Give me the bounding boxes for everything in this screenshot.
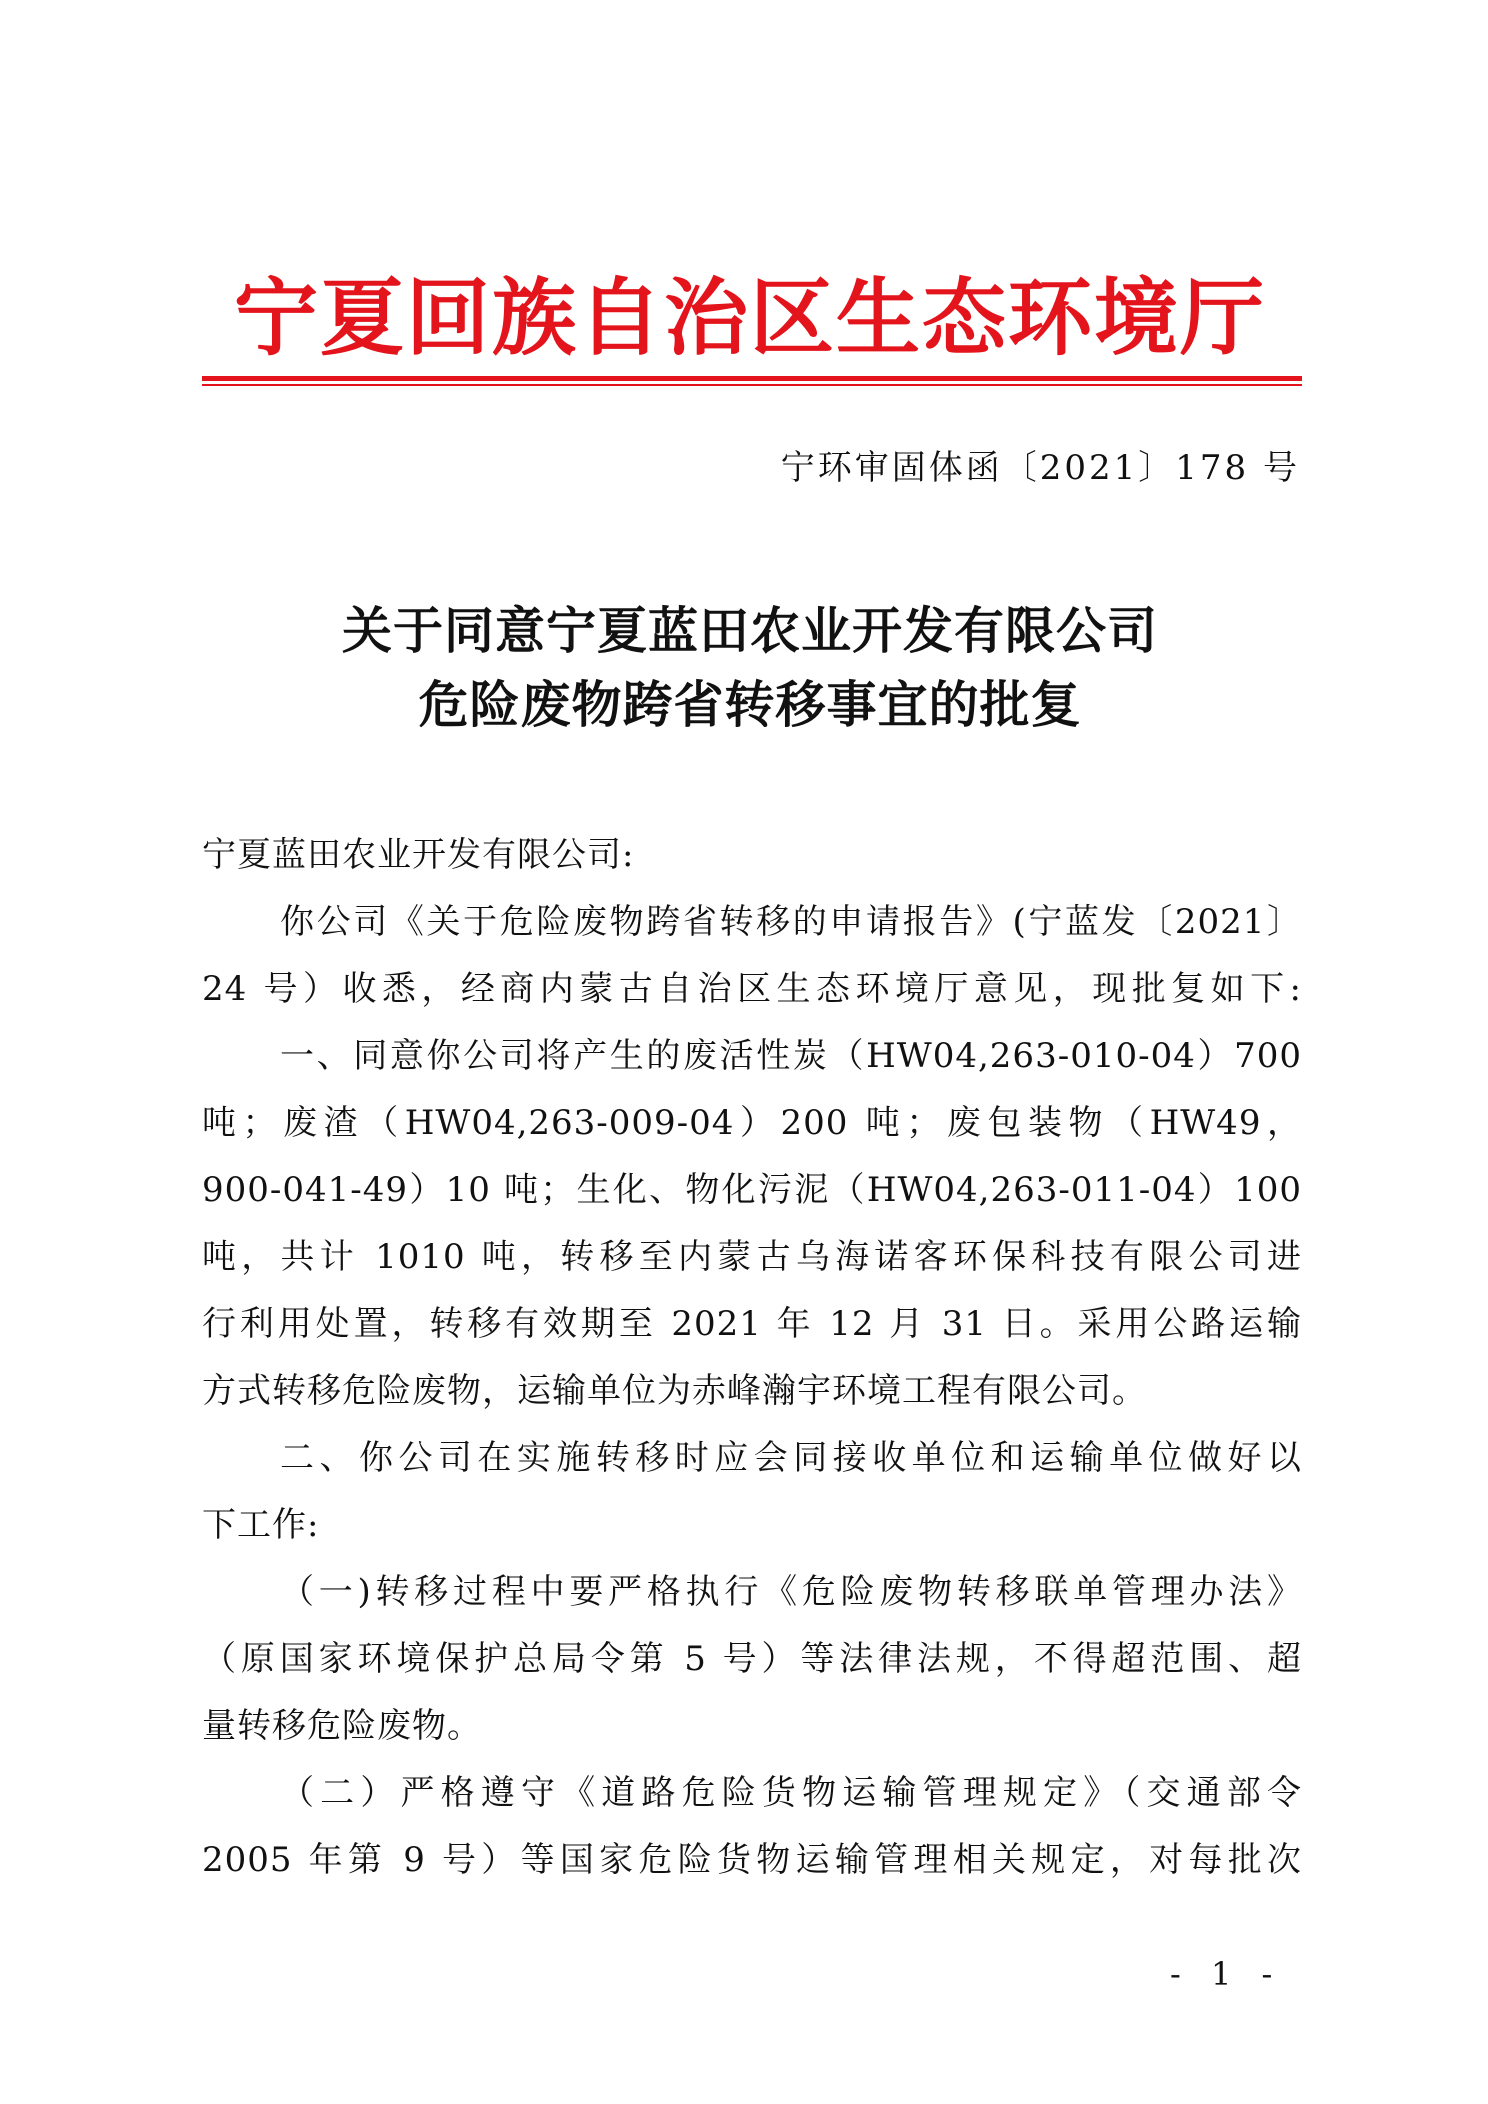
title-line-1: 关于同意宁夏蓝田农业开发有限公司: [342, 601, 1158, 660]
body-line: 你公司《关于危险废物跨省转移的申请报告》(宁蓝发〔2021〕: [280, 902, 1302, 942]
document-body: [202, 822, 1302, 1894]
letterhead-red-rule-thick: [202, 376, 1302, 381]
letterhead-org-name: 宁夏回族自治区生态环境厅: [233, 269, 1266, 367]
body-line: 一、同意你公司将产生的废活性炭（HW04,263-010-04）700: [280, 1036, 1302, 1076]
body-line: 量转移危险废物。: [202, 1706, 482, 1746]
salutation: 宁夏蓝田农业开发有限公司:: [202, 835, 635, 875]
document-title: [200, 594, 1300, 742]
body-line: 方式转移危险废物，运输单位为赤峰瀚宇环境工程有限公司。: [202, 1371, 1147, 1411]
body-line: 二、你公司在实施转移时应会同接收单位和运输单位做好以: [280, 1438, 1302, 1478]
body-line: （一)转移过程中要严格执行《危险废物转移联单管理办法》: [280, 1572, 1302, 1612]
title-line-2: 危险废物跨省转移事宜的批复: [418, 675, 1082, 734]
body-line: 2005 年第 9 号）等国家危险货物运输管理相关规定，对每批次: [202, 1840, 1302, 1880]
body-line: 24 号）收悉，经商内蒙古自治区生态环境厅意见，现批复如下:: [202, 969, 1302, 1009]
body-line: 900-041-49）10 吨；生化、物化污泥（HW04,263-011-04）100: [202, 1170, 1302, 1210]
body-line: 下工作:: [202, 1505, 320, 1545]
body-line: 吨，共计 1010 吨，转移至内蒙古乌海诺客环保科技有限公司进: [202, 1237, 1302, 1277]
letterhead-red-rule-thin: [202, 384, 1302, 386]
body-line: 吨；废渣（HW04,263-009-04）200 吨；废包装物（HW49，: [202, 1103, 1302, 1143]
body-line: （原国家环境保护总局令第 5 号）等法律法规，不得超范围、超: [202, 1639, 1302, 1679]
page-number: - 1 -: [1170, 1955, 1283, 1993]
document-number: 宁环审固体函〔2021〕178 号: [780, 448, 1300, 488]
body-line: （二）严格遵守《道路危险货物运输管理规定》（交通部令: [280, 1773, 1302, 1813]
body-line: 行利用处置，转移有效期至 2021 年 12 月 31 日。采用公路运输: [202, 1304, 1302, 1344]
